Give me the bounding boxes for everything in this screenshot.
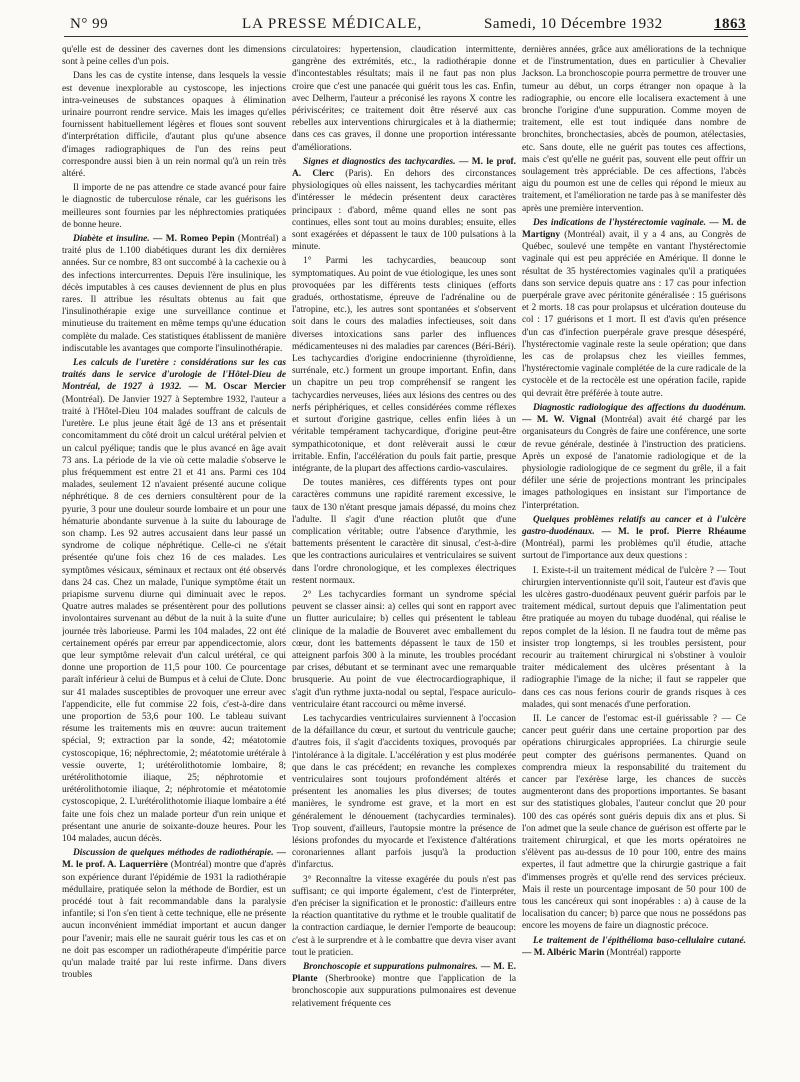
column-middle [292, 44, 516, 1074]
article-author: — M. Romeo Pepin [153, 234, 235, 245]
article-author: — M. de Martigny [522, 217, 746, 241]
article-text: (Montréal) avait, il y a 4 ans, au Congrès de Québec, soulevé une tempête en vantant l'hystérectomie vaginale qui est peu appréciée en Amérique. Il donne le résultat de 35 hystérectomies vaginales qu'il a pratiquées dans son service depuis quatre ans : 17 cas pour infection puerpérale grave avec péritonite généralisée : 15 guérisons et 2 morts. 18 cas pour prolapsus et ulcération douteuse du col : 17 guérisons et 1 mort. Il est d'avis qu'en présence d'un cas d'infection puerpérale grave presque désespéré, l'hystérectomie vaginale reste la seule opération; que dans les cas de prolapsus chez les vieilles femmes, l'hystérectomie vaginale complétée de la cure radicale de la cystocèle et de la rectocèle est une opération facile, rapide qui devrait être préférée à toute autre. [522, 230, 746, 399]
page-number: 1863 [714, 16, 746, 32]
article-tachycardies [292, 156, 516, 254]
article-title: Signes et diagnostics des tachycardies. [303, 156, 456, 167]
paragraph: Les tachycardies ventriculaires surviennent à l'occasion de la défaillance du cœur, et surtout du ventricule gauche; d'autres fois, il s'agit d'accidents toxiques, provoqués par l'intolérance à la digitale. L'accélération y est plus modérée que dans le cas précédent; en revanche les complexes ventriculaires sont toujours profondément altérés et présentent les anomalies les plus diverses; de toutes manières, le syndrome est grave, et la mort en est généralement le dénouement (tachycardies terminales). Trop souvent, d'ailleurs, l'autopsie montre la présence de lésions profondes du myocarde et l'existence d'altérations coronariennes allant parfois jusqu'à la production d'infarctus. [292, 713, 516, 871]
issue-date: Samedi, 10 Décembre 1932 [484, 16, 663, 32]
paragraph: circulatoires: hypertension, claudication intermittente, gangrène des extrémités, etc., la radiothérapie donne d'incontestables résultats; mais il ne faut pas non plus croire que c'est une panacée qui guérit tous les cas. Enfin, avec Delherm, l'auteur a préconisé les rayons X contre les périviscérites; ce traitement doit être réservé aux cas rebelles aux interventions chirurgicales et à la diathermie; dans ces cas graves, il donne une proportion intéressante d'améliorations. [292, 45, 516, 153]
paragraph: Dans les cas de cystite intense, dans lesquels la vessie est devenue inexplorable au cystoscope, les injections intra-veineuses de substances opaques à élimination urinaire pourront rendre service. Mais les images qu'elles fournissent habituellement légères et floues sont souvent d'interprétation difficile, d'autant plus qu'une absence d'images radiographiques de l'un des reins peut correspondre aussi bien à un rein normal qu'à un rein très altéré. [62, 71, 286, 180]
paragraph: Il importe de ne pas attendre ce stade avancé pour faire le diagnostic de tuberculose rénale, car les guérisons les meilleures sont fournies par les néphrectomies pratiquées de bonne heure. [62, 183, 286, 230]
page-header [64, 14, 748, 37]
paragraph: 3° Reconnaître la vitesse exagérée du pouls n'est pas suffisant; ce qui importe également, c'est de l'interpréter, d'en préciser la signification et le pronostic: d'ailleurs entre la réaction quantitative du rythme et le trouble qualitatif de la contraction cardiaque, le dernier l'emporte de beaucoup: c'est à le surprendre et à le combattre que devra viser avant tout le praticien. [292, 874, 516, 958]
article-author: — M. E. Plante [292, 962, 516, 985]
article-text: (Montréal) avait été chargé par les organisateurs du Congrès de faire une conférence, une sorte de revue générale, destinée à l'instruction des praticiens. Après un exposé de l'anatomie radiologique et de la physiologie radiologique de ce segment du grêle, il a fait défiler une série de projections montrant les principales images pathologiques en insistant sur l'importance de l'interprétation. [522, 415, 746, 511]
article-text: (Montréal), parmi les problèmes qu'il étudie, attache surtout de l'importance aux deux questions : [522, 539, 746, 562]
article-epithelioma [522, 935, 746, 959]
article-author: — M. Oscar Mercier [188, 382, 286, 393]
article-duodenum [522, 402, 746, 512]
column-right [522, 44, 746, 1074]
article-title: Quelques problèmes relatifs au cancer et à l'ulcère gastro-duodénaux. [522, 514, 746, 537]
article-bronchoscopie [292, 961, 516, 1010]
article-uretere [62, 357, 286, 845]
issue-number: N° 99 [70, 16, 109, 32]
journal-title: LA PRESSE MÉDICALE, [242, 16, 423, 32]
article-cancer-ulcere [522, 514, 746, 563]
paragraph: 1° Parmi les tachycardies, beaucoup sont symptomatiques. Au point de vue étiologique, les unes sont provoquées par les différents tests cliniques (efforts gradués, orthostatisme, épreuve de l'adrénaline ou de l'atropine, etc.), les autres sont spontanées et s'observent soit dans le cours des maladies infectieuses, soit dans diverses intoxications sans parler des influences médicamenteuses ni des maladies par carences (Béri-Béri). Les tachycardies d'origine endocrinienne (thyroïdienne, surrénale, etc.) forment un groupe important. Enfin, dans un chapitre un peu trop compréhensif se rangent les tachycardies nerveuses, liées aux lésions des centres ou des nerfs périphériques, et celles considérées comme réflexes et surtout d'origine gastrique, celles enfin liées à un véritable tempérament tachycardique, d'origine peut-être sympathicotonique, et dont relèverait aussi le cœur irritable. Enfin, l'accélération du pouls fait partie, presque intégrante, de la plupart des affections cardio-vasculaires. [292, 256, 516, 474]
paragraph: De toutes manières, ces différents types ont pour caractères communs une rapidité rarement excessive, le taux de 130 n'étant presque jamais dépassé, du moins chez l'adulte. Il s'agit d'une réaction plutôt que d'une complication véritable; outre l'absence d'arythmie, les battements présentent le caractère dit sinusal, c'est-à-dire que les contractions auriculaires et ventriculaires se suivent dans l'ordre chronologique, et les complexes électriques restent normaux. [292, 478, 516, 586]
article-radiotherapie [62, 847, 286, 981]
article-title: Le traitement de l'épithélioma baso-cellulaire cutané. [533, 935, 746, 946]
article-title: Discussion de quelques méthodes de radiothérapie. [73, 848, 274, 859]
paragraph: qu'elle est de dessiner des cavernes dont les dimensions sont à peine celles d'un pois. [62, 45, 286, 68]
article-title: Des indications de l'hystérectomie vaginale. [533, 217, 707, 228]
article-text: (Montréal) montre que d'après son expérience durant l'épidémie de 1931 la radiothérapie médullaire, pratiquée selon la méthode de Bordier, est un procédé tout à fait recommandable dans la paralysie infantile; si l'on s'en tient à cette technique, elle ne présente aucun inconvénient immédiat important et aucun danger pour l'avenir; mais elle ne saurait guérir tous les cas et on ne doit pas escomper un radiothérapeute d'impéritie parce qu'un malade traité par lui reste infirme. Dans divers troubles [62, 860, 286, 981]
article-author: — M. le prof. A. Clerc [292, 156, 516, 180]
article-title: Diagnostic radiologique des affections du duodénum. [533, 402, 746, 413]
column-left [62, 44, 286, 1074]
paragraph: I. Existe-t-il un traitement médical de l'ulcère ? — Tout chirurgien interventionniste qu'il soit, l'auteur est d'avis que les ulcères gastro-duodénaux peuvent guérir parfois par le traitement médical, surtout depuis que l'alimentation peut être pratiquée au moyen du tubage duodénal, qui réalise le repos complet de la lésion. Il ne faudra tout de même pas insister trop longtemps, si les troubles persistent, pour recourir au traitement chirurgical ni s'obstiner à vouloir traiter médicalement des ulcères présentant à la radiographie l'image de la niche; il faut se rappeler que dans ces cas nous ferions courir de grands risques à ces malades, qui sont menacés d'une perforation. [522, 565, 746, 710]
article-text: (Paris). En dehors des circonstances physiologiques où elles naissent, les tachycardies méritant d'intéresser le médecin présentent deux caractères principaux : d'abord, même quand elles ne sont pas continues, elles sont tout au moins durables; ensuite, elles sont exagérées et dépassent le taux de 100 pulsations à la minute. [292, 169, 516, 253]
article-title: Bronchoscopie et suppurations pulmonaires. [303, 962, 478, 973]
article-title: Les calculs de l'uretère : considérations sur les cas traités dans le service d'urologie de l'Hôtel-Dieu de Montréal, de 1927 à 1932. [62, 358, 286, 393]
article-text: (Montréal) a traité plus de 1.100 diabétiques durant les dix dernières années. Sur ce nombre, 83 ont succombé à la cachexie ou à des infections intercurrentes. Depuis l'ère insulinique, les décès imputables à ces causes deviennent de plus en plus rares. Il attribue les résultats obtenus au fait que l'insulinothérapie exige une surveillance continue et minutieuse du traitement en même temps qu'une éducation complète du malade. Ces statistiques établissent de manière indiscutable les avantages que comporte l'insulinothérapie. [62, 234, 286, 354]
article-author: — M. Albéric Marin [522, 947, 605, 958]
article-text: (Montréal) rapporte [606, 947, 681, 958]
article-title: Diabète et insuline. [73, 234, 150, 245]
article-text: (Montréal). De Janvier 1927 à Septembre 1932, l'auteur a traité à l'Hôtel-Dieu 104 malades souffrant de calculs de l'uretère. Le plus jeune était âgé de 13 ans et présentait concomitamment du côté droit un calcul urétéral pelvien et un calcul pyélique; tandis que le plus avancé en âge avait 73 ans. La période de la vie où cette maladie s'observe le plus fréquemment est entre 21 et 41 ans. Parmi ces 104 malades, seulement 12 n'avaient présenté aucune colique néphrétique. 8 de ces derniers consultèrent pour de la pyurie, 3 pour une douleur sourde lombaire et un pour une hématurie abondante survenue à la suite du labourage de son champ. Les 92 autres accusaient dans leur passé un syndrome de colique néphrétique. Celle-ci ne s'était présentée qu'une fois chez 16 de ces malades. Les symptômes vésicaux, séminaux et rectaux ont été observés dans 24 cas. Chez un malade, l'unique symptôme était un priapisme survenu diurne qui diminuait avec le repos. Quatre autres malades se présentèrent pour des pollutions involontaires survenant au début de la nuit à la suite d'une journée très laborieuse. Parmi les 104 malades, 22 ont été certainement opérés par erreur par appendicectomie, alors que leur symptôme relevait d'un calcul urétéral, ce qui donne une proportion de 11,5 pour 100. Ce pourcentage paraît inférieur à celui de Bumpus et à celui de Clute. Donc sur 41 malades susceptibles de provoquer une erreur avec l'appendicite, elle fut commise 22 fois, c'est-à-dire dans une proportion de 53,6 pour 100. Le tableau suivant résume les traitements mis en œuvre: aucun traitement spécial, 9; extraction par la sonde, 42; méatotomie cystoscopique, 16; néphrectomie, 2; méatotomie urétérale à vessie ouverte, 1; urétérolithotomie lombaire, 8; urétérolithotomie iliaque, 25; néphrotomie et urétérolithotomie iliaque, 2; néphrotomie et méatotomie cystoscopique, 2. L'urétérolithotomie iliaque lombaire a été faite une fois chez un malade porteur d'un rein unique et présentant une anurie de soixante-douze heures. Pour les 104 malades, aucun décès. [62, 394, 286, 844]
paragraph: 2° Les tachycardies formant un syndrome spécial peuvent se classer ainsi: a) celles qui sont en rapport avec un flutter auriculaire; b) celles qui présentent le tableau clinique de la maladie de Bouveret avec emballement du cœur, dont les battements dépassent le taux de 150 et atteignent parfois 300 à la minute, les troubles procédant par crises, débutant et se terminant avec une remarquable brusquerie. Au point de vue électrocardiographique, il s'agit d'un rythme juxta-nodal ou septal, l'espace auriculo-ventriculaire étant raccourci ou même inversé. [292, 589, 516, 710]
article-diabete [62, 233, 286, 355]
paragraph: dernières années, grâce aux améliorations de la technique et de l'instrumentation, dues en particulier à Chevalier Jackson. La bronchoscopie pourra permettre de trouver une tumeur au début, un corps étranger non opaque à la radiographie, ou encore elle localisera exactement à une bronche l'origine d'une suppuration. Comme moyen de traitement, elle est tout indiquée dans nombre de bronchites, bronchectasies, abcès de poumon, atélectasies, etc. Sans doute, elle ne guérit pas toutes ces affections, mais c'est qu'elle ne guérit pas, souvent elle peut offrir un soulagement très appréciable. De ces affections, l'abcès aigu du poumon est une de celles qui répond le mieux au traitement, et l'amélioration ne tarde pas à se manifester dès après une première intervention. [522, 45, 746, 214]
article-author: — M. le prof. A. Laquerrière [62, 848, 286, 871]
article-text: (Sherbrooke) montre que l'application de la bronchoscopie aux suppurations pulmonaires est devenue relativement fréquente ces [292, 974, 516, 1009]
article-author: — M. le prof. Pierre Rhéaume [601, 526, 746, 537]
paragraph: II. Le cancer de l'estomac est-il guérissable ? — Ce cancer peut guérir dans une certaine proportion par des opérations chirurgicales appropriées. La chirurgie seule peut compter des guérisons permanentes. Quand on comprendra mieux la responsabilité du traitement du cancer par l'exérèse large, les chances de succès augmenteront dans des proportions importantes. Se basant sur des statistiques globales, l'auteur conclut que 20 pour 100 des cas opérés sont guéris depuis dix ans et plus. Si l'on admet que la seule chance de guérison est offerte par le traitement chirurgical, et que les morts opératoires ne s'élèvent pas au-dessus de 10 pour 100, entre des mains expertes, il faut admettre que la chirurgie gastrique a fait d'immenses progrès et qu'elle rend des services précieux. Mais il reste un pourcentage imposant de 50 pour 100 de tous les cancéreux qui sont inopérables : a) à cause de la localisation du cancer; b) parce que nous ne possédons pas encore les moyens de faire un diagnostic précoce. [522, 713, 746, 932]
article-hysterectomie [522, 217, 746, 400]
article-author: — M. W. Vignal [522, 415, 596, 426]
